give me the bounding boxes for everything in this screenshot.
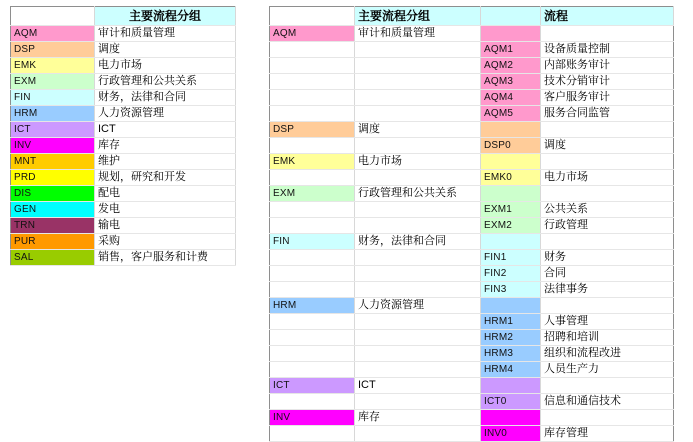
group-code-cell[interactable]: INV: [270, 410, 355, 426]
group-row: [270, 186, 674, 202]
group-row: [270, 378, 674, 394]
process-code-cell[interactable]: [481, 378, 541, 394]
table-header-row: [11, 7, 236, 26]
process-code-cell[interactable]: [481, 122, 541, 138]
group-name-cell[interactable]: [355, 282, 481, 298]
group-name-cell[interactable]: 人力资源管理: [95, 106, 236, 122]
group-name-cell[interactable]: [355, 170, 481, 186]
group-code-cell[interactable]: EMK: [11, 58, 95, 74]
group-name-cell[interactable]: 规划，研究和开发: [95, 170, 236, 186]
group-code-cell[interactable]: [270, 170, 355, 186]
process-name-cell[interactable]: 调度: [541, 138, 674, 154]
process-code-cell[interactable]: EXM1: [481, 202, 541, 218]
header-blank-cell: [270, 7, 355, 26]
group-name-cell[interactable]: 调度: [95, 42, 236, 58]
group-name-cell[interactable]: [355, 202, 481, 218]
group-name-cell[interactable]: 配电: [95, 186, 236, 202]
process-row: [270, 138, 674, 154]
process-name-cell[interactable]: 库存管理: [541, 426, 674, 442]
process-name-cell[interactable]: [541, 122, 674, 138]
table-row: [11, 170, 236, 186]
header-group-title: 主要流程分组: [95, 7, 236, 26]
group-code-cell[interactable]: [270, 106, 355, 122]
group-name-cell[interactable]: 行政管理和公共关系: [355, 186, 481, 202]
group-code-cell[interactable]: [270, 362, 355, 378]
process-row: [270, 314, 674, 330]
group-code-cell[interactable]: DIS: [11, 186, 95, 202]
group-code-cell[interactable]: [270, 330, 355, 346]
table-row: [11, 218, 236, 234]
process-code-cell[interactable]: [481, 298, 541, 314]
group-name-cell[interactable]: 财务，法律和合同: [95, 90, 236, 106]
group-name-cell[interactable]: [355, 58, 481, 74]
group-code-cell[interactable]: PRD: [11, 170, 95, 186]
process-code-cell[interactable]: AQM4: [481, 90, 541, 106]
group-row: [270, 154, 674, 170]
process-code-cell[interactable]: DSP0: [481, 138, 541, 154]
header-blank-title-cell: [481, 7, 541, 26]
group-row: [270, 410, 674, 426]
group-name-cell[interactable]: 人力资源管理: [355, 298, 481, 314]
process-name-cell[interactable]: 人员生产力: [541, 362, 674, 378]
group-code-cell[interactable]: [270, 250, 355, 266]
process-row: [270, 250, 674, 266]
group-code-cell[interactable]: [270, 74, 355, 90]
process-row: [270, 58, 674, 74]
process-name-cell[interactable]: 财务: [541, 250, 674, 266]
table-row: [11, 138, 236, 154]
table-row: [11, 26, 236, 42]
group-name-cell[interactable]: ICT: [355, 378, 481, 394]
group-name-cell[interactable]: [355, 138, 481, 154]
group-name-cell[interactable]: 库存: [355, 410, 481, 426]
process-name-cell[interactable]: 内部账务审计: [541, 58, 674, 74]
group-name-cell[interactable]: 行政管理和公共关系: [95, 74, 236, 90]
group-row: [270, 26, 674, 42]
process-code-cell[interactable]: [481, 234, 541, 250]
process-name-cell[interactable]: 设备质量控制: [541, 42, 674, 58]
process-name-cell[interactable]: 合同: [541, 266, 674, 282]
group-code-cell[interactable]: HRM: [270, 298, 355, 314]
group-code-cell[interactable]: MNT: [11, 154, 95, 170]
table-row: [11, 186, 236, 202]
header-group-title: 主要流程分组: [355, 7, 481, 26]
group-name-cell[interactable]: [355, 74, 481, 90]
group-name-cell[interactable]: [355, 250, 481, 266]
process-group-table: [10, 6, 236, 266]
process-code-cell[interactable]: INV0: [481, 426, 541, 442]
process-code-cell[interactable]: AQM3: [481, 74, 541, 90]
group-name-cell[interactable]: 发电: [95, 202, 236, 218]
process-code-cell[interactable]: FIN3: [481, 282, 541, 298]
process-name-cell[interactable]: [541, 378, 674, 394]
process-code-cell[interactable]: HRM1: [481, 314, 541, 330]
process-row: [270, 362, 674, 378]
group-code-cell[interactable]: [270, 90, 355, 106]
group-code-cell[interactable]: FIN: [11, 90, 95, 106]
process-name-cell[interactable]: [541, 154, 674, 170]
process-code-cell[interactable]: AQM5: [481, 106, 541, 122]
process-group-list: [11, 26, 236, 266]
group-code-cell[interactable]: [270, 266, 355, 282]
group-name-cell[interactable]: 维护: [95, 154, 236, 170]
process-row: [270, 106, 674, 122]
process-name-cell[interactable]: 技术分销审计: [541, 74, 674, 90]
group-code-cell[interactable]: [270, 202, 355, 218]
group-name-cell[interactable]: [355, 266, 481, 282]
group-code-cell[interactable]: INV: [11, 138, 95, 154]
group-code-cell[interactable]: [270, 218, 355, 234]
process-name-cell[interactable]: 法律事务: [541, 282, 674, 298]
process-code-cell[interactable]: ICT0: [481, 394, 541, 410]
group-row: [270, 298, 674, 314]
group-code-cell[interactable]: AQM: [11, 26, 95, 42]
process-detail-table: [269, 6, 674, 442]
group-code-cell[interactable]: PUR: [11, 234, 95, 250]
process-code-cell[interactable]: FIN1: [481, 250, 541, 266]
group-name-cell[interactable]: [355, 314, 481, 330]
group-name-cell[interactable]: 电力市场: [95, 58, 236, 74]
group-code-cell[interactable]: EXM: [11, 74, 95, 90]
group-name-cell[interactable]: [355, 362, 481, 378]
group-name-cell[interactable]: [355, 218, 481, 234]
process-name-cell[interactable]: [541, 26, 674, 42]
table-row: [11, 154, 236, 170]
group-name-cell[interactable]: [355, 394, 481, 410]
process-row: [270, 346, 674, 362]
group-name-cell[interactable]: [355, 330, 481, 346]
process-row: [270, 90, 674, 106]
process-row: [270, 42, 674, 58]
group-name-cell[interactable]: [355, 90, 481, 106]
process-row: [270, 394, 674, 410]
group-code-cell[interactable]: SAL: [11, 250, 95, 266]
process-code-cell[interactable]: [481, 154, 541, 170]
header-blank-cell: [11, 7, 95, 26]
group-name-cell[interactable]: 调度: [355, 122, 481, 138]
group-code-cell[interactable]: [270, 282, 355, 298]
process-name-cell[interactable]: [541, 410, 674, 426]
group-name-cell[interactable]: [355, 106, 481, 122]
process-code-cell[interactable]: AQM1: [481, 42, 541, 58]
process-name-cell[interactable]: 行政管理: [541, 218, 674, 234]
process-name-cell[interactable]: [541, 186, 674, 202]
group-code-cell[interactable]: [270, 346, 355, 362]
table-row: [11, 90, 236, 106]
group-code-cell[interactable]: [270, 314, 355, 330]
process-row: [270, 330, 674, 346]
process-code-cell[interactable]: [481, 26, 541, 42]
process-name-cell[interactable]: [541, 234, 674, 250]
group-code-cell[interactable]: [270, 426, 355, 442]
process-code-cell[interactable]: AQM2: [481, 58, 541, 74]
process-row: [270, 282, 674, 298]
process-name-cell[interactable]: 人事管理: [541, 314, 674, 330]
table-row: [11, 74, 236, 90]
process-name-cell[interactable]: 电力市场: [541, 170, 674, 186]
group-code-cell[interactable]: EMK: [270, 154, 355, 170]
group-code-cell[interactable]: FIN: [270, 234, 355, 250]
process-detail-list: [270, 26, 674, 442]
group-code-cell[interactable]: EXM: [270, 186, 355, 202]
process-code-cell[interactable]: HRM4: [481, 362, 541, 378]
process-row: [270, 74, 674, 90]
process-row: [270, 266, 674, 282]
group-row: [270, 122, 674, 138]
process-row: [270, 170, 674, 186]
process-row: [270, 218, 674, 234]
group-name-cell[interactable]: [355, 346, 481, 362]
process-name-cell[interactable]: 信息和通信技术: [541, 394, 674, 410]
group-row: [270, 234, 674, 250]
group-name-cell[interactable]: 审计和质量管理: [95, 26, 236, 42]
group-code-cell[interactable]: [270, 42, 355, 58]
group-code-cell[interactable]: TRN: [11, 218, 95, 234]
process-code-cell[interactable]: HRM2: [481, 330, 541, 346]
process-code-cell[interactable]: FIN2: [481, 266, 541, 282]
group-code-cell[interactable]: AQM: [270, 26, 355, 42]
process-row: [270, 202, 674, 218]
group-code-cell[interactable]: ICT: [11, 122, 95, 138]
process-name-cell[interactable]: 服务合同监管: [541, 106, 674, 122]
process-name-cell[interactable]: 组织和流程改进: [541, 346, 674, 362]
process-code-cell[interactable]: [481, 410, 541, 426]
group-name-cell[interactable]: 采购: [95, 234, 236, 250]
group-name-cell[interactable]: [355, 42, 481, 58]
process-name-cell[interactable]: 客户服务审计: [541, 90, 674, 106]
group-name-cell[interactable]: ICT: [95, 122, 236, 138]
table-row: [11, 42, 236, 58]
table-row: [11, 58, 236, 74]
process-name-cell[interactable]: 公共关系: [541, 202, 674, 218]
group-code-cell[interactable]: ICT: [270, 378, 355, 394]
group-name-cell[interactable]: 电力市场: [355, 154, 481, 170]
group-code-cell[interactable]: [270, 394, 355, 410]
group-code-cell[interactable]: HRM: [11, 106, 95, 122]
group-name-cell[interactable]: 财务，法律和合同: [355, 234, 481, 250]
header-process-title: 流程: [541, 7, 674, 26]
process-name-cell[interactable]: [541, 298, 674, 314]
process-code-cell[interactable]: EMK0: [481, 170, 541, 186]
group-code-cell[interactable]: GEN: [11, 202, 95, 218]
table-row: [11, 202, 236, 218]
process-code-cell[interactable]: EXM2: [481, 218, 541, 234]
group-code-cell[interactable]: DSP: [11, 42, 95, 58]
table-header-row: [270, 7, 674, 26]
process-name-cell[interactable]: 招聘和培训: [541, 330, 674, 346]
table-row: [11, 250, 236, 266]
table-row: [11, 106, 236, 122]
group-name-cell[interactable]: 库存: [95, 138, 236, 154]
group-name-cell[interactable]: 审计和质量管理: [355, 26, 481, 42]
group-name-cell[interactable]: 输电: [95, 218, 236, 234]
process-code-cell[interactable]: [481, 186, 541, 202]
group-code-cell[interactable]: [270, 138, 355, 154]
process-code-cell[interactable]: HRM3: [481, 346, 541, 362]
group-code-cell[interactable]: DSP: [270, 122, 355, 138]
process-row: [270, 426, 674, 442]
table-row: [11, 122, 236, 138]
table-row: [11, 234, 236, 250]
group-name-cell[interactable]: [355, 426, 481, 442]
group-code-cell[interactable]: [270, 58, 355, 74]
group-name-cell[interactable]: 销售，客户服务和计费: [95, 250, 236, 266]
